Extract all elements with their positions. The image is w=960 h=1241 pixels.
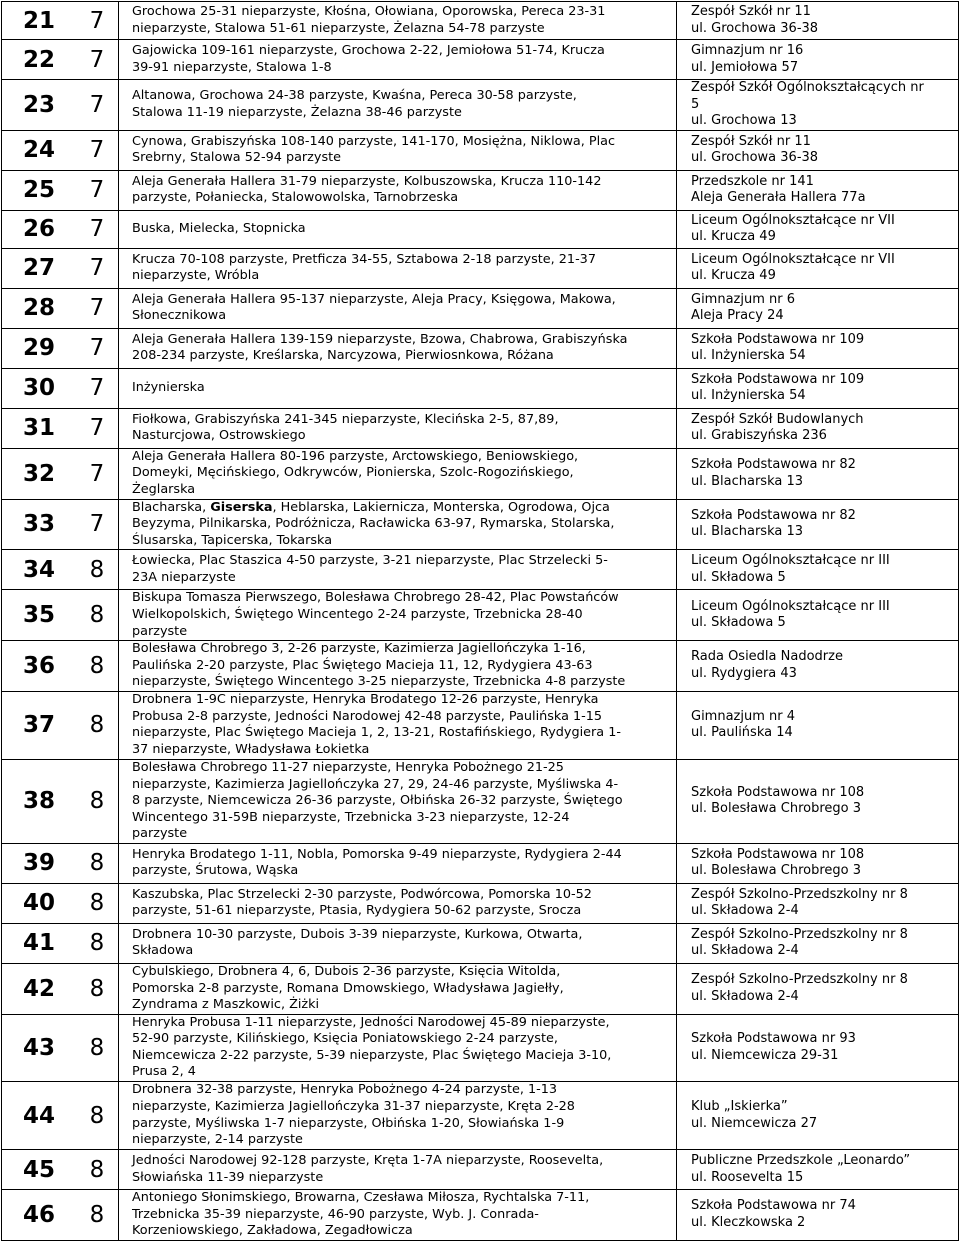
streets-cell bbox=[119, 963, 677, 1014]
streets-line: parzyste, 51-61 nieparzyste, Ptasia, Rydygiera 50-62 parzyste, Srocza bbox=[132, 903, 582, 919]
circuit-number: 8 bbox=[76, 550, 119, 590]
table-row bbox=[2, 448, 959, 499]
circuit-number: 8 bbox=[76, 1014, 119, 1081]
table-row bbox=[2, 328, 959, 368]
circuit-number: 7 bbox=[76, 248, 119, 288]
streets-line: Słonecznikowa bbox=[132, 308, 227, 324]
circuit-number: 8 bbox=[76, 883, 119, 923]
streets-line: Wielkopolskich, Świętego Wincentego 2-24 parzyste, Trzebnicka 28-40 bbox=[132, 606, 583, 622]
polling-station-address: ul. Grochowa 13 bbox=[691, 113, 797, 129]
streets-line: Drobnera 1-9C nieparzyste, Henryka Brodatego 12-26 parzyste, Henryka bbox=[132, 692, 599, 708]
polling-station-cell bbox=[677, 499, 959, 550]
streets-cell bbox=[119, 550, 677, 590]
polling-station-name: Szkoła Podstawowa nr 93 bbox=[691, 1031, 856, 1047]
streets-cell bbox=[119, 923, 677, 963]
streets-cell bbox=[119, 40, 677, 80]
district-number: 31 bbox=[2, 408, 77, 448]
streets-cell bbox=[119, 641, 677, 692]
circuit-number: 7 bbox=[76, 448, 119, 499]
streets-line: parzyste bbox=[132, 623, 188, 639]
circuit-number: 8 bbox=[76, 923, 119, 963]
streets-line: Aleja Generała Hallera 139-159 nieparzyste, Bzowa, Chabrowa, Grabiszyńska bbox=[132, 331, 628, 347]
streets-line: nieparzyste, Stalowa 51-61 nieparzyste, Żelazna 54-78 parzyste bbox=[132, 20, 545, 36]
streets-cell bbox=[119, 248, 677, 288]
polling-station-address: ul. Blacharska 13 bbox=[691, 524, 804, 540]
polling-station-name: Zespół Szkół nr 11 bbox=[691, 133, 811, 149]
streets-line: Grochowa 25-31 nieparzyste, Kłośna, Ołowiana, Oporowska, Pereca 23-31 bbox=[132, 3, 606, 19]
circuit-number: 7 bbox=[76, 130, 119, 170]
polling-station-address: ul. Krucza 49 bbox=[691, 268, 776, 284]
streets-line: nieparzyste, Kazimierza Jagiellończyka 31-37 nieparzyste, Kręta 2-28 bbox=[132, 1098, 575, 1114]
polling-station-address: ul. Jemiołowa 57 bbox=[691, 59, 799, 75]
streets-cell bbox=[119, 130, 677, 170]
polling-station-name: Zespół Szkół Ogólnokształcących nr bbox=[691, 80, 924, 95]
streets-line: 52-90 parzyste, Kilińskiego, Księcia Poniatowskiego 2-24 parzyste, bbox=[132, 1031, 558, 1047]
streets-line: parzyste, Śrutowa, Wąska bbox=[132, 863, 299, 879]
polling-station-cell bbox=[677, 759, 959, 843]
streets-line: Aleja Generała Hallera 95-137 nieparzyste, Aleja Pracy, Księgowa, Makowa, bbox=[132, 291, 616, 307]
streets-cell bbox=[119, 883, 677, 923]
streets-line: Probusa 2-8 parzyste, Jedności Narodowej 42-48 parzyste, Paulińska 1-15 bbox=[132, 708, 603, 724]
table-row bbox=[2, 843, 959, 883]
table-row bbox=[2, 691, 959, 759]
polling-station-name: Szkoła Podstawowa nr 82 bbox=[691, 457, 856, 473]
streets-line: Ślusarska, Tapicerska, Tokarska bbox=[132, 532, 333, 548]
streets-cell bbox=[119, 1014, 677, 1081]
streets-cell bbox=[119, 448, 677, 499]
polling-station-name: Publiczne Przedszkole „Leonardo” bbox=[691, 1152, 911, 1168]
polling-station-name: Zespół Szkół Budowlanych bbox=[691, 411, 864, 427]
district-number: 28 bbox=[2, 288, 77, 328]
streets-line: Aleja Generała Hallera 31-79 nieparzyste, Kolbuszowska, Krucza 110-142 bbox=[132, 173, 602, 189]
district-number: 23 bbox=[2, 80, 77, 131]
polling-station-cell bbox=[677, 590, 959, 641]
streets-line: Krucza 70-108 parzyste, Pretficza 34-55, Sztabowa 2-18 parzyste, 21-37 bbox=[132, 251, 596, 267]
streets-line: Bolesława Chrobrego 11-27 nieparzyste, Henryka Pobożnego 21-25 bbox=[132, 759, 564, 775]
district-number: 42 bbox=[2, 963, 77, 1014]
circuit-number: 7 bbox=[76, 40, 119, 80]
polling-station-address: ul. Grochowa 36-38 bbox=[691, 150, 819, 166]
polling-station-address: ul. Inżynierska 54 bbox=[691, 348, 806, 364]
polling-station-cell bbox=[677, 550, 959, 590]
district-number: 27 bbox=[2, 248, 77, 288]
polling-station-name: Zespół Szkół nr 11 bbox=[691, 3, 811, 19]
table-row bbox=[2, 499, 959, 550]
streets-line: Prusa 2, 4 bbox=[132, 1064, 196, 1080]
polling-station-cell bbox=[677, 130, 959, 170]
district-number: 37 bbox=[2, 691, 77, 759]
district-number: 29 bbox=[2, 328, 77, 368]
table-row bbox=[2, 130, 959, 170]
polling-station-name: Liceum Ogólnokształcące nr III bbox=[691, 598, 890, 614]
streets-line: Zyndrama z Maszkowic, Żiżki bbox=[132, 997, 320, 1013]
table-row bbox=[2, 1150, 959, 1190]
circuit-number: 8 bbox=[76, 590, 119, 641]
table-row bbox=[2, 40, 959, 80]
polling-station-name: Rada Osiedla Nadodrze bbox=[691, 649, 843, 665]
polling-station-address: ul. Niemcewicza 27 bbox=[691, 1115, 818, 1131]
streets-cell bbox=[119, 759, 677, 843]
table-row bbox=[2, 408, 959, 448]
district-number: 22 bbox=[2, 40, 77, 80]
table-row bbox=[2, 1190, 959, 1241]
streets-cell bbox=[119, 80, 677, 131]
polling-station-address: ul. Składowa 2-4 bbox=[691, 943, 799, 959]
polling-station-address: ul. Inżynierska 54 bbox=[691, 388, 806, 404]
streets-cell bbox=[119, 368, 677, 408]
streets-line: Cynowa, Grabiszyńska 108-140 parzyste, 141-170, Mosiężna, Niklowa, Plac bbox=[132, 133, 616, 149]
streets-line: Pomorska 2-8 parzyste, Romana Dmowskiego, Władysława Jagiełły, bbox=[132, 980, 564, 996]
streets-cell bbox=[119, 691, 677, 759]
polling-station-name: Zespół Szkolno-Przedszkolny nr 8 bbox=[691, 886, 908, 902]
table-row bbox=[2, 1082, 959, 1150]
district-number: 43 bbox=[2, 1014, 77, 1081]
circuit-number: 8 bbox=[76, 1190, 119, 1241]
highlighted-street: Giserska bbox=[210, 499, 273, 515]
polling-station-address: ul. Składowa 5 bbox=[691, 569, 786, 585]
polling-station-cell bbox=[677, 170, 959, 210]
polling-station-cell bbox=[677, 923, 959, 963]
streets-line: nieparzyste, Wróbla bbox=[132, 268, 260, 284]
district-number: 30 bbox=[2, 368, 77, 408]
streets-line: Jedności Narodowej 92-128 parzyste, Kręta 1-7A nieparzyste, Roosevelta, bbox=[132, 1152, 604, 1168]
circuit-number: 7 bbox=[76, 210, 119, 248]
circuit-number: 8 bbox=[76, 963, 119, 1014]
table-row bbox=[2, 641, 959, 692]
polling-station-name: Szkoła Podstawowa nr 74 bbox=[691, 1198, 856, 1214]
streets-cell bbox=[119, 288, 677, 328]
table-row bbox=[2, 883, 959, 923]
streets-line: 8 parzyste, Niemcewicza 26-36 parzyste, Ołbińska 26-32 parzyste, Świętego bbox=[132, 793, 623, 809]
streets-line: Bolesława Chrobrego 3, 2-26 parzyste, Kazimierza Jagiellończyka 1-16, bbox=[132, 641, 586, 657]
streets-line: Wincentego 31-59B nieparzyste, Trzebnicka 3-23 nieparzyste, 12-24 bbox=[132, 809, 570, 825]
streets-line: Drobnera 10-30 parzyste, Dubois 3-39 nieparzyste, Kurkowa, Otwarta, bbox=[132, 926, 583, 942]
polling-station-address: ul. Rydygiera 43 bbox=[691, 666, 797, 682]
streets-line: 39-91 nieparzyste, Stalowa 1-8 bbox=[132, 59, 332, 75]
streets-line: Kaszubska, Plac Strzelecki 2-30 parzyste, Podwórcowa, Pomorska 10-52 bbox=[132, 886, 592, 902]
circuit-number: 8 bbox=[76, 641, 119, 692]
district-table bbox=[1, 1, 959, 1241]
streets-line: Nasturcjowa, Ostrowskiego bbox=[132, 428, 306, 444]
district-number: 35 bbox=[2, 590, 77, 641]
table-row bbox=[2, 80, 959, 131]
circuit-number: 7 bbox=[76, 328, 119, 368]
polling-station-name: Klub „Iskierka” bbox=[691, 1098, 788, 1114]
polling-station-cell bbox=[677, 2, 959, 40]
streets-cell bbox=[119, 843, 677, 883]
polling-station-cell bbox=[677, 1190, 959, 1241]
polling-station-name: Szkoła Podstawowa nr 108 bbox=[691, 846, 865, 862]
polling-station-address: ul. Krucza 49 bbox=[691, 229, 776, 245]
polling-station-address: ul. Składowa 2-4 bbox=[691, 903, 799, 919]
table-row bbox=[2, 963, 959, 1014]
polling-station-cell bbox=[677, 80, 959, 131]
table-row bbox=[2, 288, 959, 328]
polling-station-name: Szkoła Podstawowa nr 109 bbox=[691, 331, 865, 347]
polling-station-name: Szkoła Podstawowa nr 109 bbox=[691, 371, 865, 387]
district-number: 46 bbox=[2, 1190, 77, 1241]
circuit-number: 8 bbox=[76, 1082, 119, 1150]
table-row bbox=[2, 210, 959, 248]
table-row bbox=[2, 2, 959, 40]
polling-station-cell bbox=[677, 963, 959, 1014]
streets-line: Paulińska 2-20 parzyste, Plac Świętego Macieja 11, 12, Rydygiera 43-63 bbox=[132, 657, 593, 673]
polling-station-name: Liceum Ogólnokształcące nr VII bbox=[691, 251, 895, 267]
district-number: 40 bbox=[2, 883, 77, 923]
district-number: 45 bbox=[2, 1150, 77, 1190]
streets-line: Inżynierska bbox=[132, 379, 205, 395]
streets-cell bbox=[119, 1150, 677, 1190]
polling-station-name: Zespół Szkolno-Przedszkolny nr 8 bbox=[691, 926, 908, 942]
polling-station-cell bbox=[677, 408, 959, 448]
streets-cell bbox=[119, 590, 677, 641]
streets-line: Trzebnicka 35-39 nieparzyste, 46-90 parzyste, Wyb. J. Conrada- bbox=[132, 1206, 539, 1222]
polling-station-address: ul. Składowa 2-4 bbox=[691, 988, 799, 1004]
polling-station-cell bbox=[677, 1150, 959, 1190]
streets-line: Składowa bbox=[132, 943, 194, 959]
circuit-number: 7 bbox=[76, 368, 119, 408]
streets-cell bbox=[119, 1082, 677, 1150]
polling-station-address: ul. Blacharska 13 bbox=[691, 473, 804, 489]
circuit-number: 8 bbox=[76, 843, 119, 883]
streets-line: Srebrny, Stalowa 52-94 parzyste bbox=[132, 150, 342, 166]
polling-station-address: ul. Paulińska 14 bbox=[691, 725, 793, 741]
polling-station-cell bbox=[677, 448, 959, 499]
polling-station-name: Liceum Ogólnokształcące nr III bbox=[691, 553, 890, 569]
polling-station-address: ul. Bolesława Chrobrego 3 bbox=[691, 863, 862, 879]
streets-line: parzyste bbox=[132, 826, 188, 842]
district-number: 33 bbox=[2, 499, 77, 550]
streets-line: Domeyki, Męcińskiego, Odkrywców, Pionierska, Szolc-Rogozińskiego, bbox=[132, 465, 574, 481]
streets-line: nieparzyste, Świętego Wincentego 3-25 nieparzyste, Trzebnicka 4-8 parzyste bbox=[132, 674, 626, 690]
polling-station-address: ul. Niemcewicza 29-31 bbox=[691, 1047, 839, 1063]
circuit-number: 7 bbox=[76, 408, 119, 448]
circuit-number: 7 bbox=[76, 80, 119, 131]
circuit-number: 8 bbox=[76, 759, 119, 843]
polling-station-name: Gimnazjum nr 4 bbox=[691, 708, 796, 724]
district-number: 36 bbox=[2, 641, 77, 692]
polling-station-name: Przedszkole nr 141 bbox=[691, 173, 814, 189]
streets-line: Altanowa, Grochowa 24-38 parzyste, Kwaśna, Pereca 30-58 parzyste, bbox=[132, 88, 577, 104]
district-number: 39 bbox=[2, 843, 77, 883]
streets-line: 208-234 parzyste, Kreślarska, Narcyzowa, Pierwiosnkowa, Różana bbox=[132, 348, 554, 364]
streets-line: Fiołkowa, Grabiszyńska 241-345 nieparzyste, Klecińska 2-5, 87,89, bbox=[132, 411, 559, 427]
district-number: 26 bbox=[2, 210, 77, 248]
district-number: 21 bbox=[2, 2, 77, 40]
table-row bbox=[2, 368, 959, 408]
streets-line: Henryka Brodatego 1-11, Nobla, Pomorska 9-49 nieparzyste, Rydygiera 2-44 bbox=[132, 846, 622, 862]
streets-line: 37 nieparzyste, Władysława Łokietka bbox=[132, 742, 370, 757]
polling-station-address: Aleja Pracy 24 bbox=[691, 308, 784, 324]
polling-station-cell bbox=[677, 328, 959, 368]
polling-station-cell bbox=[677, 210, 959, 248]
streets-line: Biskupa Tomasza Pierwszego, Bolesława Chrobrego 28-42, Plac Powstańców bbox=[132, 590, 619, 606]
polling-station-name: Szkoła Podstawowa nr 82 bbox=[691, 507, 856, 523]
table-row bbox=[2, 590, 959, 641]
circuit-number: 7 bbox=[76, 288, 119, 328]
polling-station-address: ul. Bolesława Chrobrego 3 bbox=[691, 801, 862, 817]
streets-cell bbox=[119, 499, 677, 550]
district-number: 34 bbox=[2, 550, 77, 590]
polling-station-address: ul. Grochowa 36-38 bbox=[691, 20, 819, 36]
circuit-number: 7 bbox=[76, 170, 119, 210]
streets-line: Blacharska, Giserska, Heblarska, Lakiernicza, Monterska, Ogrodowa, Ojca bbox=[132, 499, 610, 515]
district-number: 32 bbox=[2, 448, 77, 499]
streets-cell bbox=[119, 210, 677, 248]
polling-station-address: ul. Roosevelta 15 bbox=[691, 1169, 804, 1185]
polling-station-cell bbox=[677, 248, 959, 288]
streets-cell bbox=[119, 1190, 677, 1241]
table-row bbox=[2, 550, 959, 590]
polling-station-address: ul. Kleczkowska 2 bbox=[691, 1214, 806, 1230]
polling-station-name: Liceum Ogólnokształcące nr VII bbox=[691, 212, 895, 228]
streets-line: Stalowa 11-19 nieparzyste, Żelazna 38-46 parzyste bbox=[132, 104, 462, 120]
streets-line: Antoniego Słonimskiego, Browarna, Czesława Miłosza, Rychtalska 7-11, bbox=[132, 1190, 590, 1206]
polling-station-cell bbox=[677, 691, 959, 759]
polling-station-name: Gimnazjum nr 16 bbox=[691, 42, 804, 58]
streets-line: nieparzyste, Kazimierza Jagiellończyka 27, 29, 24-46 parzyste, Myśliwska 4- bbox=[132, 776, 619, 792]
table-row bbox=[2, 170, 959, 210]
streets-cell bbox=[119, 2, 677, 40]
district-number: 25 bbox=[2, 170, 77, 210]
polling-station-cell bbox=[677, 1014, 959, 1081]
streets-line: Aleja Generała Hallera 80-196 parzyste, Arctowskiego, Beniowskiego, bbox=[132, 448, 579, 464]
polling-station-address: ul. Grabiszyńska 236 bbox=[691, 428, 827, 444]
streets-line: parzyste, Myśliwska 1-7 nieparzyste, Ołbińska 1-20, Słowiańska 1-9 bbox=[132, 1115, 565, 1131]
polling-station-name: 5 bbox=[691, 96, 700, 112]
streets-line: Gajowicka 109-161 nieparzyste, Grochowa 2-22, Jemiołowa 51-74, Krucza bbox=[132, 42, 605, 58]
circuit-number: 7 bbox=[76, 499, 119, 550]
district-number: 38 bbox=[2, 759, 77, 843]
streets-line: Korzeniowskiego, Zakładowa, Zegadłowicza bbox=[132, 1223, 413, 1239]
streets-line: Łowiecka, Plac Staszica 4-50 parzyste, 3-21 nieparzyste, Plac Strzelecki 5- bbox=[132, 553, 608, 569]
polling-station-cell bbox=[677, 641, 959, 692]
polling-station-name: Szkoła Podstawowa nr 108 bbox=[691, 784, 865, 800]
polling-station-cell bbox=[677, 368, 959, 408]
streets-cell bbox=[119, 170, 677, 210]
streets-line: Beyzyma, Pilnikarska, Podróżnicza, Racławicka 63-97, Rymarska, Stolarska, bbox=[132, 516, 615, 532]
polling-station-address: Aleja Generała Hallera 77a bbox=[691, 190, 866, 206]
streets-line: Buska, Mielecka, Stopnicka bbox=[132, 220, 306, 236]
streets-line: Cybulskiego, Drobnera 4, 6, Dubois 2-36 parzyste, Księcia Witolda, bbox=[132, 963, 561, 979]
polling-station-cell bbox=[677, 883, 959, 923]
streets-line: Drobnera 32-38 parzyste, Henryka Pobożnego 4-24 parzyste, 1-13 bbox=[132, 1082, 558, 1098]
polling-station-cell bbox=[677, 1082, 959, 1150]
streets-line: parzyste, Połaniecka, Stalowowolska, Tarnobrzeska bbox=[132, 190, 459, 206]
district-number: 44 bbox=[2, 1082, 77, 1150]
streets-line: Niemcewicza 2-22 parzyste, 5-39 nieparzyste, Plac Świętego Macieja 3-10, bbox=[132, 1047, 612, 1063]
polling-station-name: Gimnazjum nr 6 bbox=[691, 291, 796, 307]
streets-line: Żeglarska bbox=[132, 481, 196, 497]
circuit-number: 8 bbox=[76, 691, 119, 759]
table-row bbox=[2, 1014, 959, 1081]
polling-station-cell bbox=[677, 843, 959, 883]
polling-station-address: ul. Składowa 5 bbox=[691, 615, 786, 631]
streets-cell bbox=[119, 408, 677, 448]
district-table-body bbox=[2, 2, 959, 1241]
table-row bbox=[2, 248, 959, 288]
streets-line: 23A nieparzyste bbox=[132, 569, 236, 585]
polling-station-cell bbox=[677, 288, 959, 328]
circuit-number: 8 bbox=[76, 1150, 119, 1190]
polling-station-name: Zespół Szkolno-Przedszkolny nr 8 bbox=[691, 972, 908, 988]
district-number: 24 bbox=[2, 130, 77, 170]
streets-cell bbox=[119, 328, 677, 368]
streets-line: Henryka Probusa 1-11 nieparzyste, Jedności Narodowej 45-89 nieparzyste, bbox=[132, 1014, 610, 1030]
streets-line: Słowiańska 11-39 nieparzyste bbox=[132, 1169, 324, 1185]
circuit-number: 7 bbox=[76, 2, 119, 40]
streets-line: nieparzyste, Plac Świętego Macieja 1, 2, 13-21, Rostafińskiego, Rydygiera 1- bbox=[132, 725, 621, 741]
district-number: 41 bbox=[2, 923, 77, 963]
streets-line: nieparzyste, 2-14 parzyste bbox=[132, 1132, 303, 1148]
table-row bbox=[2, 759, 959, 843]
table-row bbox=[2, 923, 959, 963]
polling-station-cell bbox=[677, 40, 959, 80]
